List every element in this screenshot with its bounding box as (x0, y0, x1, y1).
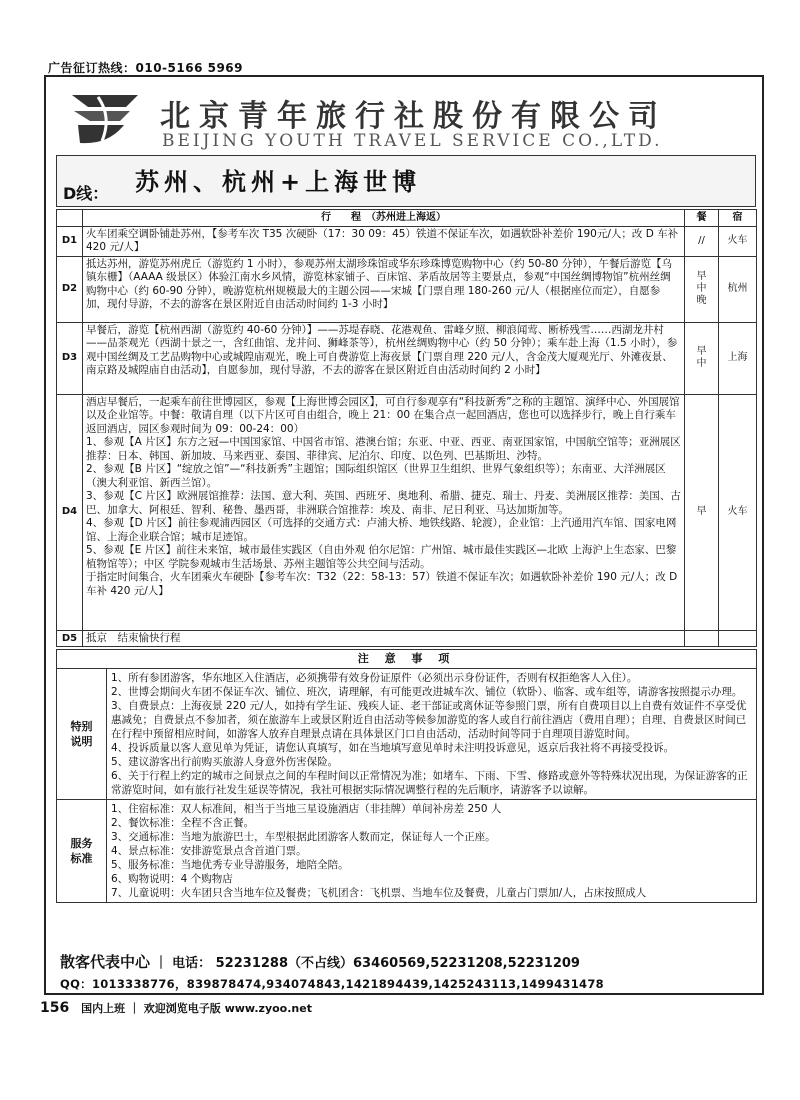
list-item: 6、购物说明：4 个购物店 (111, 873, 233, 885)
day-stay: 杭州 (719, 256, 757, 322)
list-item: 6、关于行程上约定的城市之间景点之间的车程时间以正常情况为准；如堵车、下雨、下雪、修路或意外等特殊状况出现，为保证游客的正常游览时间，如有旅行社发生延误等情况，我社可根据实际情况调整行程的先后顺序，请游客予以谅解。 (111, 770, 748, 796)
special-notes-row (57, 669, 757, 800)
list-item: 5、服务标准：当地优秀专业导游服务，地陪全陪。 (111, 859, 349, 871)
special-notes-label: 特别 说明 (57, 669, 107, 800)
phone-label: 电话： (172, 956, 212, 971)
itinerary-header: 行 程 （苏州进上海返） (83, 210, 685, 227)
company-header (60, 85, 750, 155)
footer-tagline: 欢迎浏览电子版 www.zyoo.net (143, 1002, 312, 1015)
day-label: D3 (57, 322, 83, 394)
list-item: 5、建议游客出行前购买旅游人身意外伤害保险。 (111, 756, 339, 768)
page-footer (40, 1000, 312, 1016)
separator: ｜ (128, 1002, 140, 1015)
contact-phone-line (60, 951, 750, 972)
contact-label: 散客代表中心 (60, 953, 151, 971)
page-number: 156 (40, 1000, 70, 1016)
day-text: 抵京 结束愉快行程 (83, 630, 685, 647)
separator: ｜ (154, 956, 168, 971)
itinerary-header-row (57, 210, 757, 227)
company-logo-icon (68, 87, 146, 147)
list-item: 2、餐饮标准：全程不含正餐。 (111, 817, 255, 829)
list-item: 7、儿童说明：火车团只含当地车位及餐费；飞机团含：飞机票、当地车位及餐费，儿童占门票加/人，占床按照成人 (111, 887, 647, 899)
day-label: D2 (57, 256, 83, 322)
itinerary-row-d3 (57, 322, 757, 394)
day-text: 火车团乘空调卧铺赴苏州，【参考车次 T35 次硬卧（17：30 09：45）铁道不保证车次，如遇软卧补差价 190元/人；改 D 车补 420 元/人】 (83, 226, 685, 256)
company-name-en: BEIJING YOUTH TRAVEL SERVICE CO.,LTD. (162, 131, 663, 151)
brochure-frame (44, 75, 764, 995)
company-name-cn: 北京青年旅行社股份有限公司 (160, 99, 667, 134)
special-notes-list (107, 669, 757, 800)
service-standard-list (107, 800, 757, 903)
day-label: D4 (57, 394, 83, 630)
service-standard-row (57, 800, 757, 903)
day-label: D5 (57, 630, 83, 647)
day-meal: 早 中 晚 (685, 256, 719, 322)
phone-numbers: 52231288（不占线）63460569,52231208,52231209 (215, 956, 580, 971)
notes-title: 注 意 事 项 (57, 650, 757, 669)
itinerary-row-d4 (57, 394, 757, 630)
day-text: 抵达苏州，游览苏州虎丘（游览约 1 小时），参观苏州太湖珍珠馆或华东珍珠博览购物中心（约 50-80 分钟），午餐后游览【乌镇东栅】（AAAA 级景区）体验江南水乡风情，游览林家铺子、百床馆、茅盾故居等主要景点，参观“中国丝绸博物馆”杭州丝绸购物中心（约 60-90 分钟），晚游览杭州规模最大的主题公园——宋城【门票自理 180-260 元/人（根据座位而定），自愿参加，现付导游，不去的游客在景区附近自由活动时间约 1-3 小时】 (83, 256, 685, 322)
list-item: 4、投诉质量以客人意见单为凭证，请您认真填写，如在当地填写意见单时未注明投诉意见，返京后我社将不再接受投诉。 (111, 742, 675, 754)
itinerary-row-d5 (57, 630, 757, 647)
itinerary-table (56, 209, 757, 647)
route-title: 苏州、杭州+上海世博 (135, 168, 422, 196)
day-label: D1 (57, 226, 83, 256)
list-item: 1、住宿标准：双人标准间，相当于当地三星设施酒店（非挂牌）单间补房差 250 人 (111, 803, 502, 815)
list-item: 1、所有参团游客，华东地区入住酒店，必须携带有效身份证原件（必须出示身份证件，否则有权拒绝客人入住）。 (111, 672, 638, 684)
day-text: 酒店早餐后，一起乘车前往世博园区，参观【上海世博会园区】，可自行参观享有“科技新秀”之称的主题馆、演绎中心、外国展馆以及企业馆等。中餐：敬请自理（以下片区可自由组合，晚上 21：00 在集合点一起回酒店，您也可以选择步行，晚上自行乘车返回酒店，园区参观时间为 09：00-24：00） 1、参观【A 片区】东方之冠—中国国家馆、中国省市馆、港澳台馆；东亚、中亚、西亚、南亚国家馆，中国航空馆等；亚洲展区推荐：日本、韩国、新加坡、马来西亚、泰国、菲律宾、尼泊尔、印度、以色列、巴基斯坦、沙特。 2、参观【B 片区】“绽放之馆”—“科技新秀”主题馆；国际组织馆区（世界卫生组织、世界气象组织等）；东南亚、大洋洲展区（澳大利亚馆、新西兰馆）。 3、参观【C 片区】欧洲展馆推荐：法国、意大利、英国、西班牙、奥地利、希腊、捷克、瑞士、丹麦、美洲展区推荐：美国、古巴、加拿大、阿根廷、智利、秘鲁、墨西哥，非洲联合馆推荐：埃及、南非、尼日利亚、马达加斯加等。 4、参观【D 片区】前往参观浦西园区（可选择的交通方式：卢浦大桥、地铁线路、轮渡），企业馆：上汽通用汽车馆、国家电网馆、上海企业联合馆；城市足迹馆。 5、参观【E 片区】前往未来馆，城市最佳实践区（自由外观 伯尔尼馆：广州馆、城市最佳实践区—北欧 上海沪上生态家、巴黎植物馆等）；中区 学院参观城市生活场景、苏州主题馆等公共空间与活动。 于指定时间集合，火车团乘火车硬卧【参考车次：T32（22：58-13：57）铁道不保证车次；如遇软卧补差价 190 元/人；改 D 车补 420 元/人】 (83, 394, 685, 630)
day-text: 早餐后，游览【杭州西湖（游览约 40-60 分钟）】——苏堤春晓、花港观鱼、雷峰夕照、柳浪闻莺、断桥残雪……西湖龙井村——品茶观光（西湖十景之一，含红曲馆、龙井问、狮峰茶等），杭州丝绸购物中心（约 50 分钟）；乘车赴上海（1.5 小时），参观中国丝绸及工艺品购物中心或城隍庙观光，晚上可自费游览上海夜景【门票自理 220 元/人，含金茂大厦观光厅、外滩夜景、南京路及城隍庙自由活动】，自愿参加，现付导游，不去的游客在景区附近自由活动时间约 2 小时】 (83, 322, 685, 394)
meal-header: 餐 (685, 210, 719, 227)
stay-header: 宿 (719, 210, 757, 227)
route-title-bar (56, 155, 756, 207)
day-stay: 上海 (719, 322, 757, 394)
line-label: D线： (63, 184, 109, 203)
list-item: 2、世博会期间火车团不保证车次、铺位、班次，请理解，有可能更改进城车次、铺位（软卧）、临客、或车组等，请游客按照提示办理。 (111, 686, 743, 698)
footer-section: 国内上班 (81, 1002, 126, 1015)
contact-block (60, 951, 750, 992)
itinerary-header-blank (57, 210, 83, 227)
day-meal: 早 中 (685, 322, 719, 394)
notes-table (56, 649, 757, 903)
itinerary-row-d2 (57, 256, 757, 322)
contact-qq: QQ：1013338776，839878474,934074843,1421894439,1425243113,1499431478 (60, 977, 604, 991)
notes-title-row (57, 650, 757, 669)
day-stay (719, 630, 757, 647)
ad-hotline: 广告征订热线：010-5166 5969 (48, 61, 244, 75)
itinerary-row-d1 (57, 226, 757, 256)
service-standard-label: 服务 标准 (57, 800, 107, 903)
day-stay: 火车 (719, 394, 757, 630)
day-meal (685, 630, 719, 647)
day-meal: // (685, 226, 719, 256)
day-stay: 火车 (719, 226, 757, 256)
list-item: 4、景点标准：安排游览景点含首道门票。 (111, 845, 307, 857)
day-meal: 早 (685, 394, 719, 630)
list-item: 3、交通标准：当地为旅游巴士，车型根据此团游客人数而定，保证每人一个正座。 (111, 831, 496, 843)
list-item: 3、自费景点：上海夜景 220 元/人，如持有学生证、残疾人证、老干部证或离休证等参照门票，所有自费项目以上自费有效证件不享受优惠减免；自费景点不参加者，须在旅游车上或景区附近自由活动等候参加游览的客人或自行前往酒店（费用自理）；自理、自费景区时间已在行程中预留相应时间，如游客人放弃自理景点请在具体景区门口自由活动，活动时间等同于自理项目游览时间。 (111, 700, 747, 740)
